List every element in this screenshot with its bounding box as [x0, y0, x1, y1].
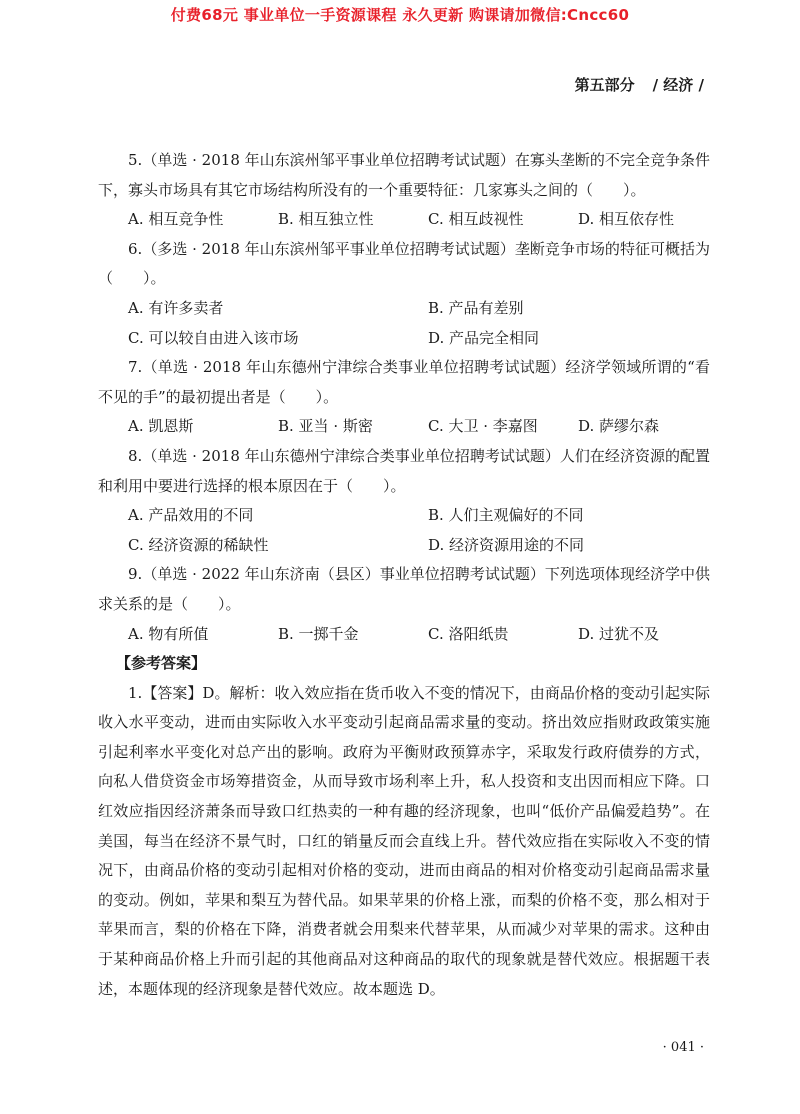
- answers-heading: 【参考答案】: [116, 654, 207, 673]
- watermark-banner: 付费68元 事业单位一手资源课程 永久更新 购课请加微信:Cncc60: [170, 6, 630, 24]
- question-8: 8.（单选 · 2018 年山东德州宁津综合类事业单位招聘考试试题）人们在经济资源的配置和利用中要进行选择的根本原因在于（ ）。: [98, 446, 710, 495]
- option: B. 产品有差别: [428, 298, 524, 317]
- page-number: · 041 ·: [662, 1040, 704, 1055]
- section-header: [575, 74, 704, 95]
- option: B. 一掷千金: [278, 624, 359, 643]
- option: A. 有许多卖者: [128, 298, 224, 317]
- option: C. 相互歧视性: [428, 210, 524, 229]
- option: B. 人们主观偏好的不同: [428, 506, 584, 525]
- option: A. 凯恩斯: [128, 417, 194, 436]
- option: C. 大卫 · 李嘉图: [428, 417, 538, 436]
- option: D. 萨缪尔森: [578, 417, 660, 436]
- page-content: [98, 146, 710, 1004]
- option: D. 产品完全相同: [428, 328, 540, 347]
- question-6-options-row2: [98, 324, 710, 354]
- option: D. 过犹不及: [578, 624, 660, 643]
- question-9-options: [98, 620, 710, 650]
- option: B. 相互独立性: [278, 210, 374, 229]
- question-7-options: [98, 412, 710, 442]
- question-7: 7.（单选 · 2018 年山东德州宁津综合类事业单位招聘考试试题）经济学领域所谓的“看不见的手”的最初提出者是（ ）。: [98, 358, 710, 406]
- option: D. 相互依存性: [578, 210, 675, 229]
- subject-title: / 经济 /: [652, 76, 704, 94]
- part-title: 第五部分: [574, 76, 635, 94]
- question-9: 9.（单选 · 2022 年山东济南（县区）事业单位招聘考试试题）下列选项体现经济学中供求关系的是（ ）。: [98, 565, 710, 613]
- question-6-options-row1: [98, 294, 710, 324]
- option: C. 可以较自由进入该市场: [128, 328, 299, 347]
- question-8-options-row2: [98, 531, 710, 561]
- option: C. 洛阳纸贵: [428, 624, 509, 643]
- option: D. 经济资源用途的不同: [428, 535, 585, 554]
- question-8-options-row1: [98, 501, 710, 531]
- option: B. 亚当 · 斯密: [278, 417, 373, 436]
- answer-1: 1.【答案】D。解析：收入效应指在货币收入不变的情况下，由商品价格的变动引起实际收入水平变动，进而由实际收入水平变动引起商品需求量的变动。挤出效应指财政政策实施引起利率水平变化对总产出的影响。政府为平衡财政预算赤字，采取发行政府债券的方式，向私人借贷资金市场筹措资金，从而导致市场利率上升，私人投资和支出因而相应下降。口红效应指因经济萧条而导致口红热卖的一种有趣的经济现象，也叫“低价产品偏爱趋势”。在美国，每当在经济不景气时，口红的销量反而会直线上升。替代效应指在实际收入不变的情况下，由商品价格的变动引起相对价格的变动，进而由商品的相对价格变动引起商品需求量的变动。例如，苹果和梨互为替代品。如果苹果的价格上涨，而梨的价格不变，那么相对于苹果而言，梨的价格在下降，消费者就会用梨来代替苹果，从而减少对苹果的需求。这种由于某种商品价格上升而引起的其他商品对这种商品的取代的现象就是替代效应。根据题干表述，本题体现的经济现象是替代效应。故本题选 D。: [98, 683, 710, 998]
- option: A. 物有所值: [128, 624, 209, 643]
- option: C. 经济资源的稀缺性: [128, 535, 269, 554]
- option: A. 相互竞争性: [128, 210, 224, 229]
- question-6: 6.（多选 · 2018 年山东滨州邹平事业单位招聘考试试题）垄断竞争市场的特征可概括为（ ）。: [98, 239, 710, 288]
- question-5-options: [98, 205, 710, 235]
- question-5: 5.（单选 · 2018 年山东滨州邹平事业单位招聘考试试题）在寡头垄断的不完全竞争条件下，寡头市场具有其它市场结构所没有的一个重要特征：几家寡头之间的（ ）。: [98, 151, 710, 199]
- option: A. 产品效用的不同: [128, 506, 254, 525]
